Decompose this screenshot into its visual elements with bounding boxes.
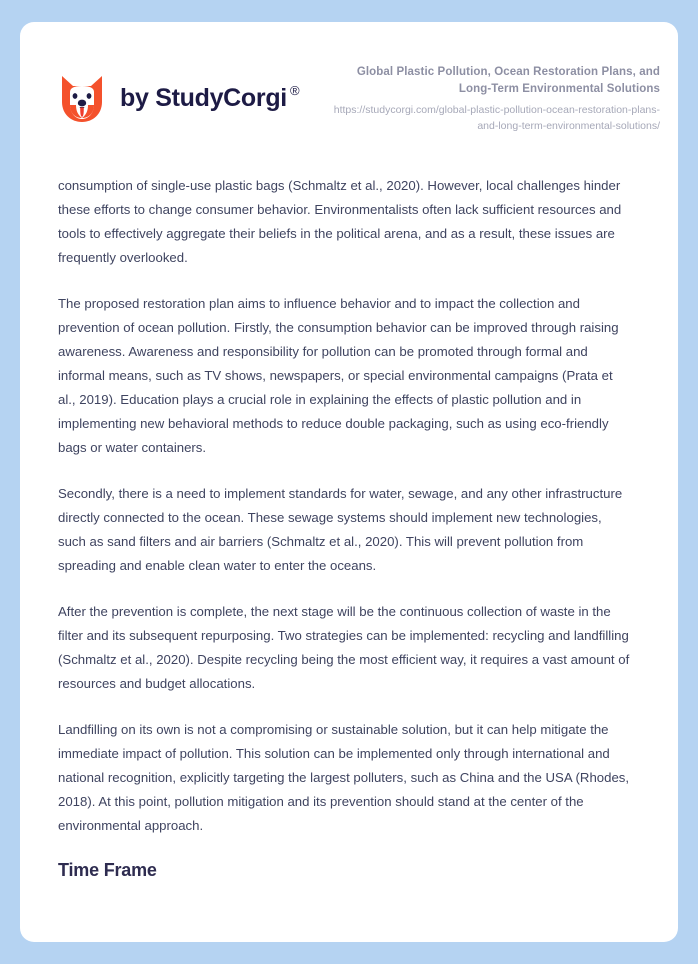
header-meta xyxy=(330,62,660,134)
brand-wordmark xyxy=(120,82,300,112)
body-paragraph: Landfilling on its own is not a compromising or sustainable solution, but it can help mitigate the immediate impact of pollution. This solution can be implemented only through international and national recognition, explicitly targeting the largest polluters, such as China and the USA (Rhodes, 2018). At this point, pollution mitigation and its prevention should stand at the center of the environmental approach. xyxy=(58,722,630,834)
studycorgi-brand[interactable] xyxy=(58,62,299,124)
document-body xyxy=(20,134,678,881)
document-header xyxy=(20,22,678,134)
body-paragraph: The proposed restoration plan aims to influence behavior and to impact the collection and prevention of ocean pollution. Firstly, the consumption behavior can be improved through raising awareness. Awareness and responsibility for pollution can be promoted through formal and informal means, such as TV shows, newspapers, or special environmental campaigns (Prata et al., 2019). Education plays a crucial role in explaining the effects of plastic pollution and in implementing new behavioral methods to reduce double packaging, such as using eco-friendly bags or water containers. xyxy=(58,295,619,455)
registered-trademark-icon: ® xyxy=(289,82,300,98)
corgi-logo-icon xyxy=(58,72,106,124)
document-url[interactable]: https://studycorgi.com/global-plastic-pollution-ocean-restoration-plans-and-long-term-environmental-solutions/ xyxy=(333,104,660,132)
body-paragraph: After the prevention is complete, the next stage will be the continuous collection of waste in the filter and its subsequent repurposing. Two strategies can be implemented: recycling and landfilling (Schmaltz et al., 2020). Despite recycling being the most efficient way, it requires a vast amount of resources and budget allocations. xyxy=(58,604,630,692)
body-paragraph: consumption of single-use plastic bags (Schmaltz et al., 2020). However, local challenges hinder these efforts to change consumer behavior. Environmentalists often lack sufficient resources and tools to effectively aggregate their beliefs in the political arena, and as a result, these issues are frequently overlooked. xyxy=(58,177,622,265)
document-page-card xyxy=(20,22,678,942)
brand-name-text: by StudyCorgi xyxy=(120,83,287,112)
document-title: Global Plastic Pollution, Ocean Restoration Plans, and Long-Term Environmental Solutions xyxy=(356,66,660,95)
body-paragraph: Secondly, there is a need to implement standards for water, sewage, and any other infrastructure directly connected to the ocean. These sewage systems should implement new technologies, such as sand filters and air barriers (Schmaltz et al., 2020). This will prevent pollution from spreading and enable clean water to enter the oceans. xyxy=(58,485,623,573)
section-heading: Time Frame xyxy=(58,860,157,881)
